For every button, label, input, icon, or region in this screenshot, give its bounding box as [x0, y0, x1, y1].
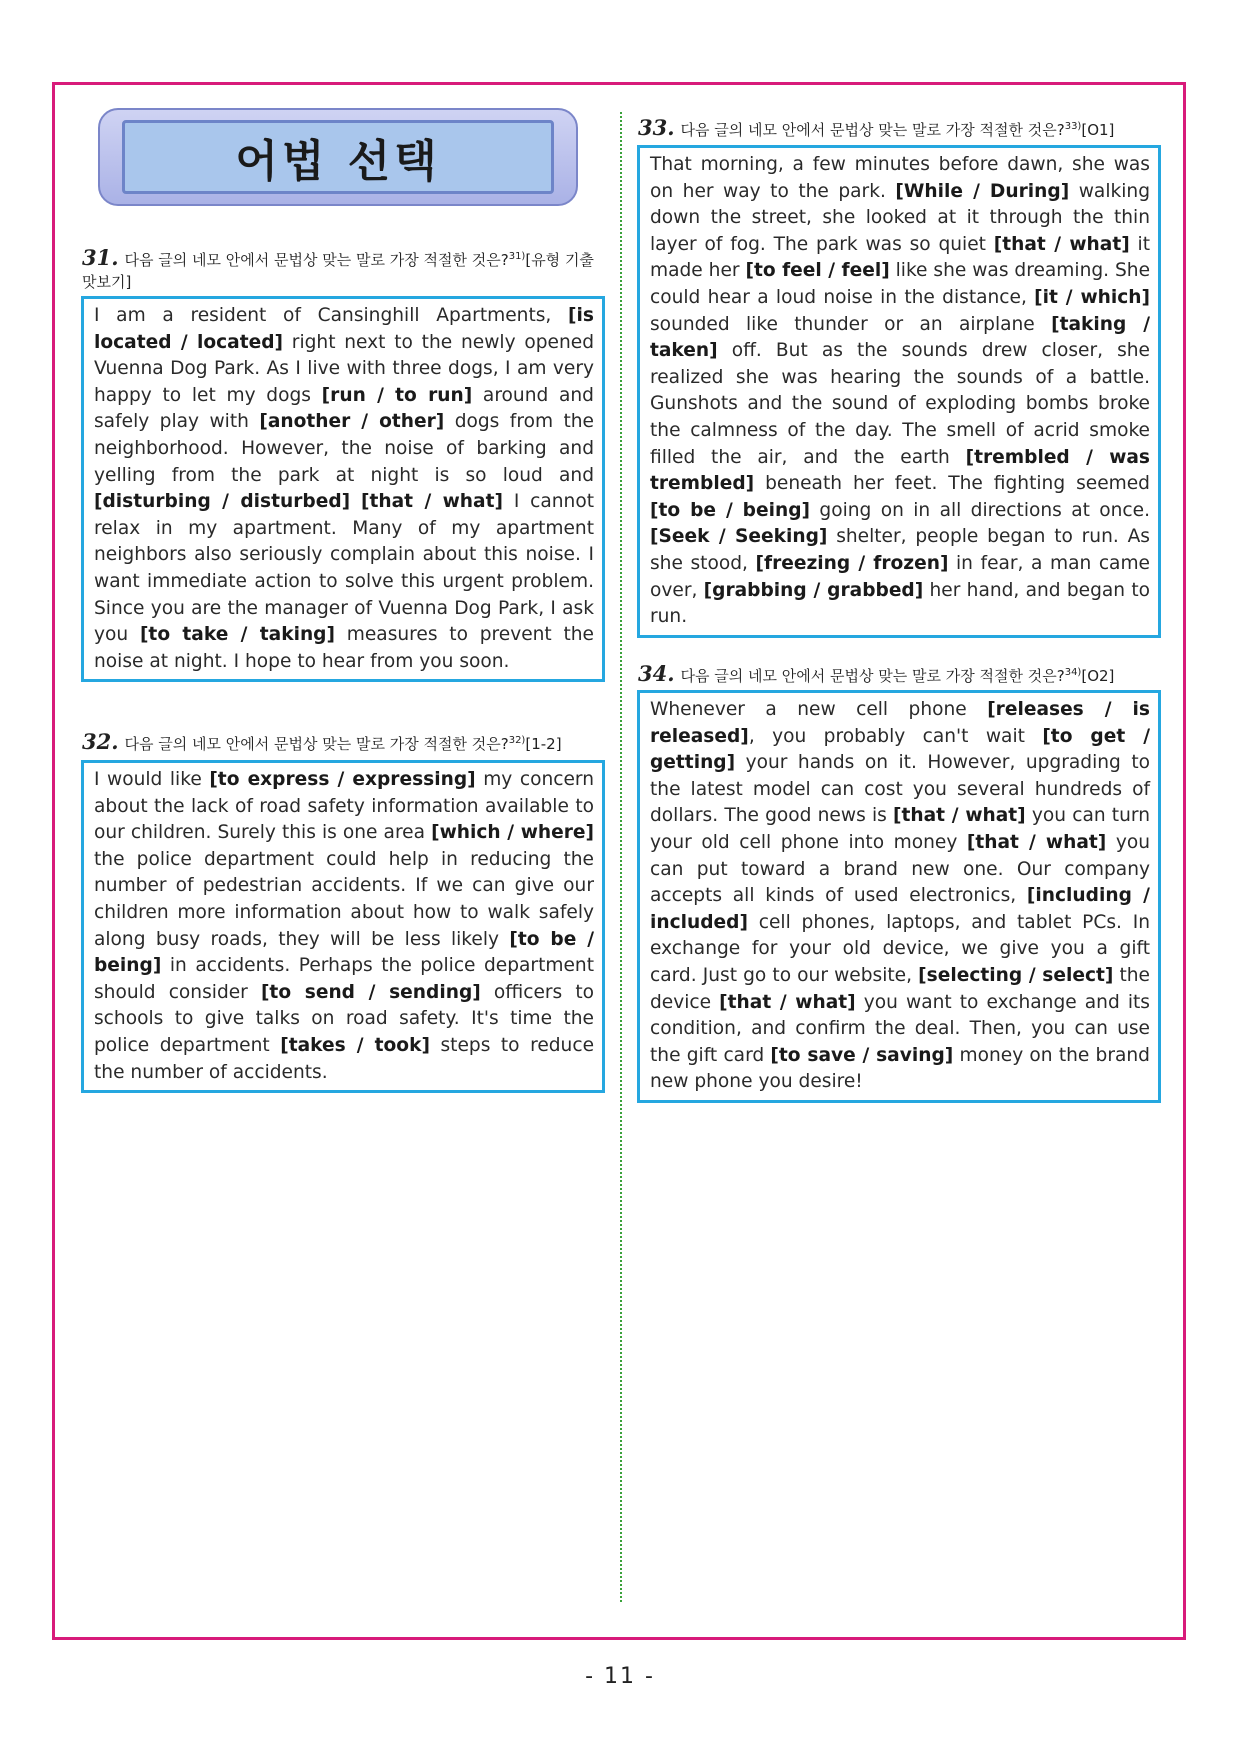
question-ref: 33) — [1064, 121, 1082, 132]
passage-text: I cannot relax in my apartment. Many of my apartment neighbors also seriously complain about this noise. I want immediate action to solve this urgent problem. Since you are the manager of Vuenna Dog Park, I ask you — [94, 491, 594, 646]
grammar-choice: [takes / took] — [280, 1034, 430, 1056]
passage-text: Whenever a new cell phone — [650, 699, 988, 720]
passage-text: I am a resident of Cansinghill Apartments, — [94, 305, 569, 326]
passage-text: shelter, people began to run. As she stood, — [650, 526, 1150, 574]
grammar-choice: [to send / sending] — [260, 981, 481, 1003]
passage-text: around and safely play with — [94, 384, 594, 433]
passage-text: beneath her feet. The fighting seemed — [754, 473, 1150, 495]
grammar-choice: [to be / being] — [94, 928, 594, 977]
question-number: 33. — [638, 115, 675, 140]
grammar-choice: [that / what] — [966, 831, 1107, 853]
question-header — [638, 116, 1178, 141]
grammar-choice: [which / where] — [431, 822, 594, 844]
question-ref: 34) — [1064, 667, 1082, 678]
page-number: - 11 - — [585, 1664, 655, 1689]
passage-box — [81, 296, 605, 682]
grammar-choice: [trembled / was trembled] — [650, 446, 1150, 495]
passage-box — [637, 690, 1161, 1103]
passage-text: dogs from the neighborhood. However, the noise of barking and yelling from the park at night is so loud and — [94, 411, 594, 486]
question-prompt: 다음 글의 네모 안에서 문법상 맞는 말로 가장 적절한 것은? — [680, 667, 1065, 685]
grammar-choice: [another / other] — [259, 411, 445, 433]
passage-text: the police department could help in reducing the number of pedestrian accidents. If we can give our children more information about how to walk safely along busy roads, they will be less likely — [94, 848, 594, 950]
question-number: 32. — [82, 729, 119, 754]
passage-text: I would like — [94, 769, 210, 790]
grammar-choice: [to express / expressing] — [209, 769, 476, 790]
grammar-choice: [taking / taken] — [650, 313, 1151, 362]
passage-text: That morning, a few minutes before dawn, she was on her way to the park. — [650, 154, 1150, 202]
question-ref: 31) — [508, 251, 526, 262]
passage-text: your hands on it. However, upgrading to the latest model can cost you several hundreds of dollars. The good news is — [650, 752, 1150, 827]
passage-text: going on in all directions at once. — [810, 499, 1150, 521]
grammar-choice: [to save / saving] — [770, 1044, 954, 1066]
grammar-choice: [it / which] — [1034, 286, 1150, 308]
grammar-choice: [that / what] — [892, 805, 1026, 827]
grammar-choice: [that / what] — [993, 233, 1130, 255]
grammar-choice: [disturbing / disturbed] — [94, 491, 351, 513]
passage-text: like she was dreaming. She could hear a loud noise in the distance, — [650, 260, 1151, 308]
passage-text: measures to prevent the noise at night. I hope to hear from you soon. — [94, 624, 594, 672]
grammar-choice: [run / to run] — [321, 384, 473, 406]
question-number: 34. — [638, 661, 675, 686]
grammar-choice: [that / what] — [719, 991, 856, 1013]
passage-text: her hand, and began to run. — [650, 579, 1151, 628]
grammar-choice: [to feel / feel] — [745, 260, 890, 282]
passage-text: money on the brand new phone you desire! — [650, 1044, 1150, 1093]
passage-text: off. But as the sounds drew closer, she realized she was hearing the sounds of a battle. Gunshots and the sound of exploding bombs broke the calmness of the day. The smell of acrid smoke filled the air, and the earth — [650, 340, 1150, 468]
grammar-choice: [that / what] — [360, 491, 503, 513]
passage-text: officers to schools to give talks on road safety. It's time the police department — [94, 981, 594, 1056]
grammar-choice: [is located / located] — [94, 305, 594, 353]
passage-text: steps to reduce the number of accidents. — [94, 1034, 595, 1083]
grammar-choice: [including / included] — [650, 885, 1150, 933]
grammar-choice: [Seek / Seeking] — [650, 526, 828, 548]
grammar-choice: [to get / getting] — [650, 725, 1150, 774]
grammar-choice: [grabbing / grabbed] — [703, 579, 924, 601]
grammar-choice: [releases / is released] — [650, 699, 1151, 747]
question-tag: [유형 기출 맛보기] — [82, 251, 594, 291]
column-divider — [620, 112, 622, 1602]
section-title: 어법 선택 — [122, 120, 554, 194]
grammar-choice: [While / During] — [895, 180, 1070, 202]
grammar-choice: [to take / taking] — [139, 624, 335, 646]
question-header — [638, 662, 1178, 687]
passage-text: right next to the newly opened Vuenna Dog Park. As I live with three dogs, I am very happy to let my dogs — [94, 331, 594, 406]
question-prompt: 다음 글의 네모 안에서 문법상 맞는 말로 가장 적절한 것은? — [124, 735, 509, 753]
passage-text: my concern about the lack of road safety information available to our children. Surely this is one area — [94, 769, 594, 844]
question-header — [82, 246, 610, 293]
passage-text: in accidents. Perhaps the police department should consider — [94, 955, 594, 1003]
passage-text: it made her — [650, 233, 1151, 282]
question-tag: [O2] — [1081, 667, 1115, 685]
passage-text: you want to exchange and its condition, and confirm the deal. Then, you can use the gift card — [650, 991, 1150, 1066]
passage-text: , you probably can't wait — [748, 725, 1043, 747]
grammar-choice: [to be / being] — [650, 499, 811, 521]
question-header — [82, 730, 610, 755]
passage-text — [350, 491, 361, 512]
grammar-choice: [selecting / select] — [918, 964, 1114, 986]
passage-box — [81, 760, 605, 1093]
section-title-banner — [98, 108, 578, 206]
question-number: 31. — [82, 245, 119, 270]
grammar-choice: [freezing / frozen] — [755, 552, 949, 574]
passage-box — [637, 145, 1161, 638]
question-tag: [1-2] — [525, 735, 562, 753]
passage-text: the device — [650, 964, 1150, 1013]
passage-text: you can turn your old cell phone into money — [650, 805, 1150, 853]
passage-text: walking down the street, she looked at it through the thin layer of fog. The park was so quiet — [650, 180, 1151, 255]
question-ref: 32) — [508, 735, 526, 746]
passage-text: sounded like thunder or an airplane — [650, 313, 1052, 335]
question-prompt: 다음 글의 네모 안에서 문법상 맞는 말로 가장 적절한 것은? — [680, 121, 1065, 139]
passage-text: you can put toward a brand new one. Our company accepts all kinds of used electronics, — [650, 831, 1150, 907]
question-tag: [O1] — [1081, 121, 1115, 139]
passage-text: in fear, a man came over, — [650, 552, 1150, 601]
passage-text: cell phones, laptops, and tablet PCs. In exchange for your old device, we give you a gift card. Just go to our website, — [650, 911, 1150, 986]
question-prompt: 다음 글의 네모 안에서 문법상 맞는 말로 가장 적절한 것은? — [124, 251, 509, 269]
